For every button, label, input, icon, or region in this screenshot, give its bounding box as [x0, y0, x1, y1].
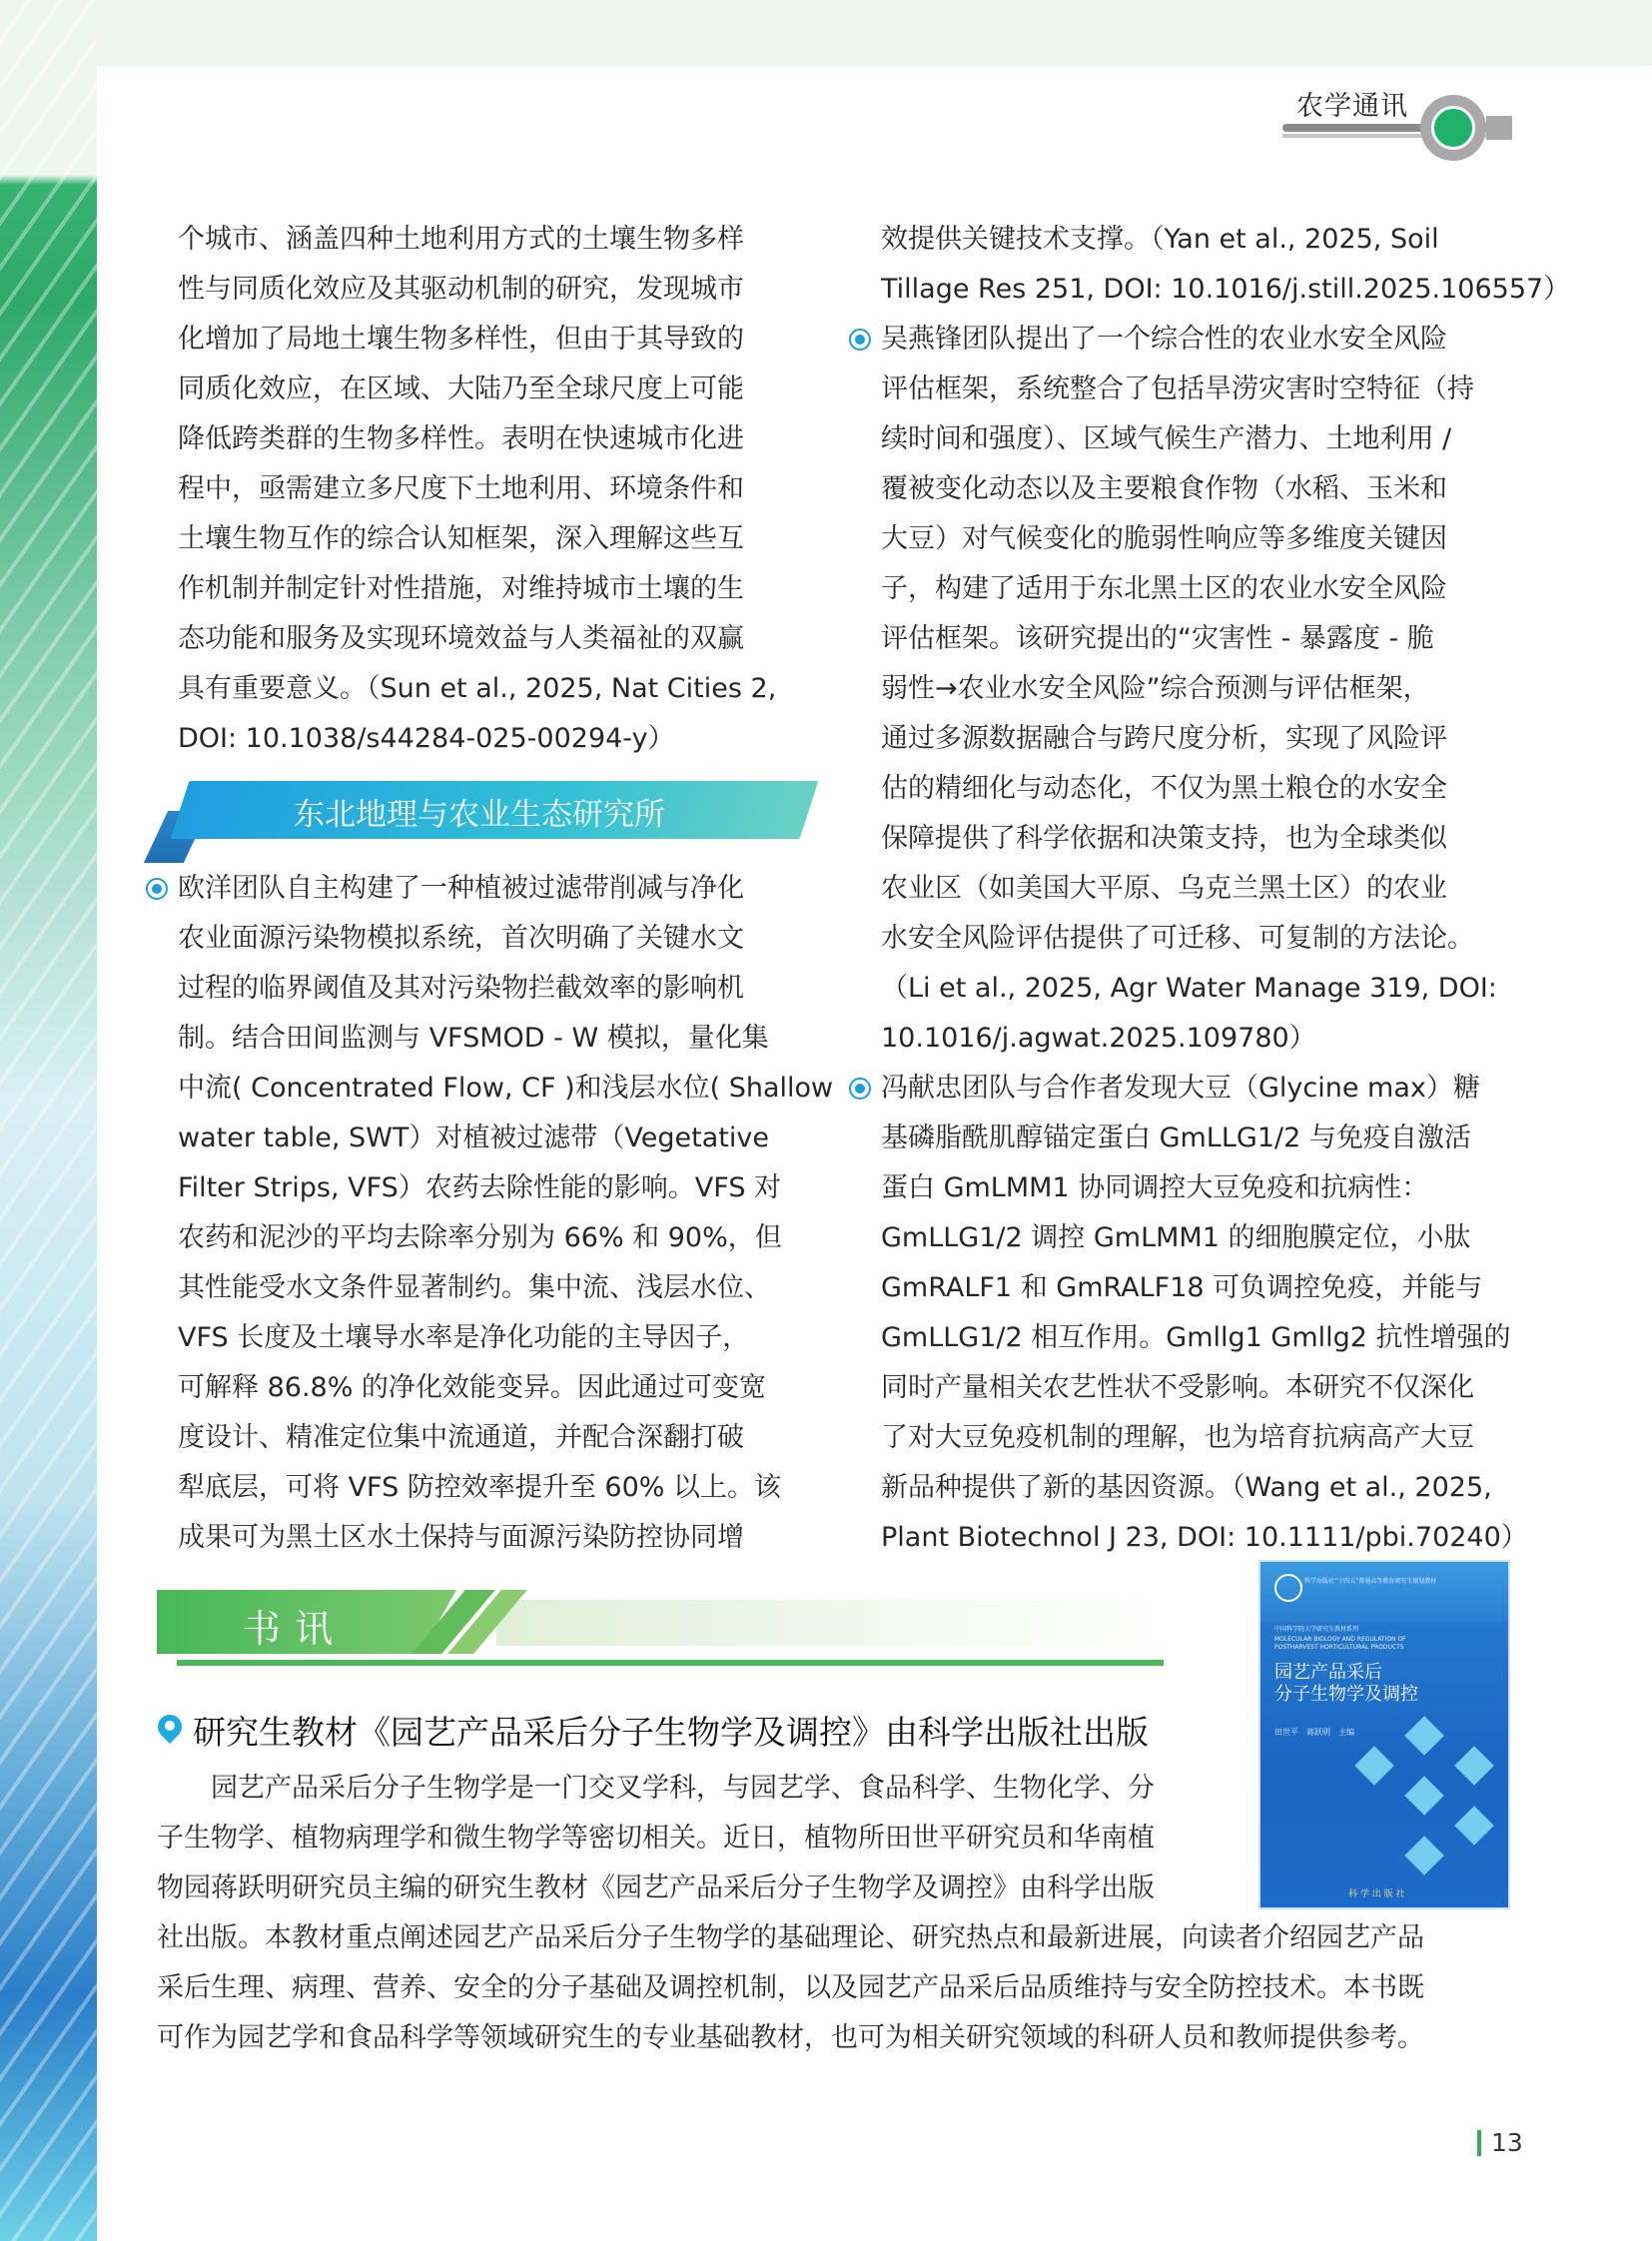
cover-series-line: 科学出版社“十四五”普通高等教育研究生规划教材 — [1304, 1578, 1437, 1585]
bullet-item-feng — [881, 1064, 1528, 1563]
bullet-target-icon — [146, 878, 168, 900]
header-connector — [1486, 116, 1512, 140]
text-line: 了对大豆免疫机制的理解，也为培育抗病高产大豆 — [881, 1422, 1474, 1453]
text-line: 欧洋团队自主构建了一种植被过滤带削减与净化 — [178, 873, 744, 904]
news-title: 研究生教材《园艺产品采后分子生物学及调控》由科学出版社出版 — [193, 1713, 1149, 1752]
cover-title-line: 园艺产品采后 — [1274, 1662, 1382, 1683]
text-line: 效提供关键技术支撑。（Yan et al., 2025, Soil — [881, 224, 1439, 255]
text-line: 过程的临界阈值及其对污染物拦截效率的影响机 — [178, 973, 744, 1004]
cover-title-line: 分子生物学及调控 — [1274, 1684, 1418, 1705]
text-line: 具有重要意义。（Sun et al., 2025, Nat Cities 2, — [178, 673, 777, 704]
header-green-dot-icon — [1431, 106, 1475, 150]
text-line: 子生物学、植物病理学和微生物学等密切相关。近日，植物所田世平研究员和华南植 — [157, 1823, 1155, 1854]
text-line: 物园蒋跃明研究员主编的研究生教材《园艺产品采后分子生物学及调控》由科学出版 — [157, 1872, 1155, 1903]
text-line: 降低跨类群的生物多样性。表明在快速城市化进 — [178, 423, 744, 454]
text-line: 水安全风险评估提供了可迁移、可复制的方法论。 — [881, 923, 1474, 954]
item-text — [178, 864, 834, 1563]
institute-title: 东北地理与农业生态研究所 — [294, 797, 665, 833]
bullet-item-wu — [881, 315, 1510, 1064]
cover-publisher: 科 学 出 版 社 — [1348, 1889, 1405, 1899]
text-line: GmRALF1 和 GmRALF18 可负调控免疫，并能与 — [881, 1272, 1483, 1303]
text-line: 态功能和服务及实现环境效益与人类福祉的双赢 — [178, 623, 744, 654]
text-line: 吴燕锋团队提出了一个综合性的农业水安全风险 — [881, 324, 1447, 355]
text-line: 性与同质化效应及其驱动机制的研究，发现城市 — [178, 274, 744, 305]
text-line: 农业面源污染物模拟系统，首次明确了关键水文 — [178, 923, 744, 954]
text-line: 可解释 86.8% 的净化效能变异。因此通过可变宽 — [178, 1372, 766, 1403]
text-line: Filter Strips, VFS）农药去除性能的影响。VFS 对 — [178, 1172, 782, 1203]
text-line: 弱性→农业水安全风险”综合预测与评估框架， — [881, 673, 1430, 704]
text-line: 同质化效应，在区域、大陆乃至全球尺度上可能 — [178, 374, 744, 404]
text-line: 土壤生物互作的综合认知框架，深入理解这些互 — [178, 523, 744, 554]
page-number: 13 — [1477, 2130, 1523, 2156]
text-line: 覆被变化动态以及主要粮食作物（水稻、玉米和 — [881, 473, 1447, 504]
text-line: GmLLG1/2 调控 GmLMM1 的细胞膜定位，小肽 — [881, 1222, 1471, 1253]
bullet-target-icon — [849, 1078, 871, 1100]
text-line: 保障提供了科学依据和决策支持，也为全球类似 — [881, 823, 1447, 854]
text-line: 个城市、涵盖四种土地利用方式的土壤生物多样 — [178, 224, 744, 255]
text-line: 10.1016/j.agwat.2025.109780） — [881, 1023, 1316, 1054]
text-line: 可作为园艺学和食品科学等领域研究生的专业基础教材，也可为相关研究领域的科研人员和教师提供参考。 — [157, 2022, 1424, 2053]
item-text — [881, 315, 1510, 1064]
left-column — [178, 215, 808, 764]
banner-underline — [177, 1660, 1164, 1666]
text-line: 估的精细化与动态化，不仅为黑土粮仓的水安全 — [881, 773, 1447, 804]
text-line: 程中，亟需建立多尺度下土地利用、环境条件和 — [178, 473, 744, 504]
decorative-side-strip — [0, 0, 97, 2241]
institute-banner — [150, 781, 809, 863]
continued-reference — [881, 215, 1571, 315]
item-text — [881, 1064, 1528, 1563]
intro-paragraph — [178, 215, 808, 764]
text-line: 评估框架，系统整合了包括旱涝灾害时空特征（持 — [881, 374, 1474, 404]
text-line: VFS 长度及土壤导水率是净化功能的主导因子， — [178, 1322, 750, 1353]
right-column — [881, 215, 1571, 1563]
text-line: 制。结合田间监测与 VFSMOD - W 模拟，量化集 — [178, 1023, 769, 1054]
cover-diamond-shape — [1354, 1746, 1394, 1786]
text-line: 采后生理、病理、营养、安全的分子基础及调控机制，以及园艺产品采后品质维持与安全防控技术。本书既 — [157, 1972, 1424, 2003]
text-line: 成果可为黑土区水土保持与面源污染防控协同增 — [178, 1522, 744, 1553]
cover-series-line: 中国科学院大学研究生教材系列 — [1274, 1626, 1359, 1633]
cover-diamond-shape — [1454, 1746, 1494, 1786]
text-line: 大豆）对气候变化的脆弱性响应等多维度关键因 — [881, 523, 1447, 554]
journal-title: 农学通讯 — [1296, 91, 1408, 122]
text-line: 冯献忠团队与合作者发现大豆（Glycine max）糖 — [881, 1073, 1480, 1104]
text-line: 农药和泥沙的平均去除率分别为 66% 和 90%，但 — [178, 1222, 782, 1253]
bullet-target-icon — [849, 329, 871, 351]
cover-authors: 田世平 蒋跃明 主编 — [1274, 1728, 1354, 1737]
text-line: 犁底层，可将 VFS 防控效率提升至 60% 以上。该 — [178, 1472, 782, 1503]
cover-english-title: POSTHARVEST HORTICULTURAL PRODUCTS — [1274, 1644, 1404, 1651]
text-line: Tillage Res 251, DOI: 10.1016/j.still.2025.106557） — [881, 274, 1571, 305]
location-pin-icon — [157, 1715, 183, 1745]
text-line: Plant Biotechnol J 23, DOI: 10.1111/pbi.70240） — [881, 1522, 1528, 1553]
text-line: 化增加了局地土壤生物多样性，但由于其导致的 — [178, 324, 744, 355]
book-cover-image — [1258, 1560, 1510, 1909]
banner-fade — [496, 1600, 1164, 1646]
text-line: 度设计、精准定位集中流通道，并配合深翻打破 — [178, 1422, 744, 1453]
text-line: 社出版。本教材重点阐述园艺产品采后分子生物学的基础理论、研究热点和最新进展，向读者介绍园艺产品 — [157, 1922, 1424, 1953]
publisher-seal-icon — [1274, 1574, 1302, 1602]
cover-english-title: MOLECULAR BIOLOGY AND REGULATION OF — [1274, 1636, 1406, 1643]
text-line: DOI: 10.1038/s44284-025-00294-y） — [178, 723, 675, 754]
text-line: 评估框架。该研究提出的“灾害性 - 暴露度 - 脆 — [881, 623, 1434, 654]
text-line: 通过多源数据融合与跨尺度分析，实现了风险评 — [881, 723, 1447, 754]
text-line: water table, SWT）对植被过滤带（Vegetative — [178, 1122, 769, 1153]
text-line: 基磷脂酰肌醇锚定蛋白 GmLLG1/2 与免疫自激活 — [881, 1122, 1471, 1153]
text-line: 续时间和强度）、区域气候生产潜力、土地利用 / — [881, 423, 1452, 454]
text-line: GmLLG1/2 相互作用。Gmllg1 Gmllg2 抗性增强的 — [881, 1322, 1511, 1353]
cover-diamond-shape — [1404, 1776, 1444, 1816]
cover-diamond-shape — [1454, 1806, 1494, 1846]
text-line: （Li et al., 2025, Agr Water Manage 319, DOI: — [881, 973, 1497, 1004]
left-column-item — [178, 864, 834, 1563]
text-line: 作机制并制定针对性措施，对维持城市土壤的生 — [178, 573, 744, 604]
text-line: 园艺产品采后分子生物学是一门交叉学科，与园艺学、食品科学、生物化学、分 — [157, 1773, 1155, 1804]
text-line: 同时产量相关农艺性状不受影响。本研究不仅深化 — [881, 1372, 1474, 1403]
text-line: 子，构建了适用于东北黑土区的农业水安全风险 — [881, 573, 1447, 604]
cover-diamond-shape — [1404, 1836, 1444, 1875]
banner-label: 书讯 — [243, 1607, 348, 1651]
text-line: 中流( Concentrated Flow, CF )和浅层水位( Shallow — [178, 1073, 834, 1104]
book-news-banner — [157, 1590, 1164, 1680]
cover-title — [1274, 1662, 1418, 1706]
text-line: 蛋白 GmLMM1 协同调控大豆免疫和抗病性： — [881, 1172, 1429, 1203]
text-line: 农业区（如美国大平原、乌克兰黑土区）的农业 — [881, 873, 1447, 904]
cover-diamond-shape — [1404, 1716, 1444, 1756]
text-line: 新品种提供了新的基因资源。（Wang et al., 2025, — [881, 1472, 1492, 1503]
bullet-item-ouyang — [178, 864, 834, 1563]
text-line: 其性能受水文条件显著制约。集中流、浅层水位、 — [178, 1272, 771, 1303]
